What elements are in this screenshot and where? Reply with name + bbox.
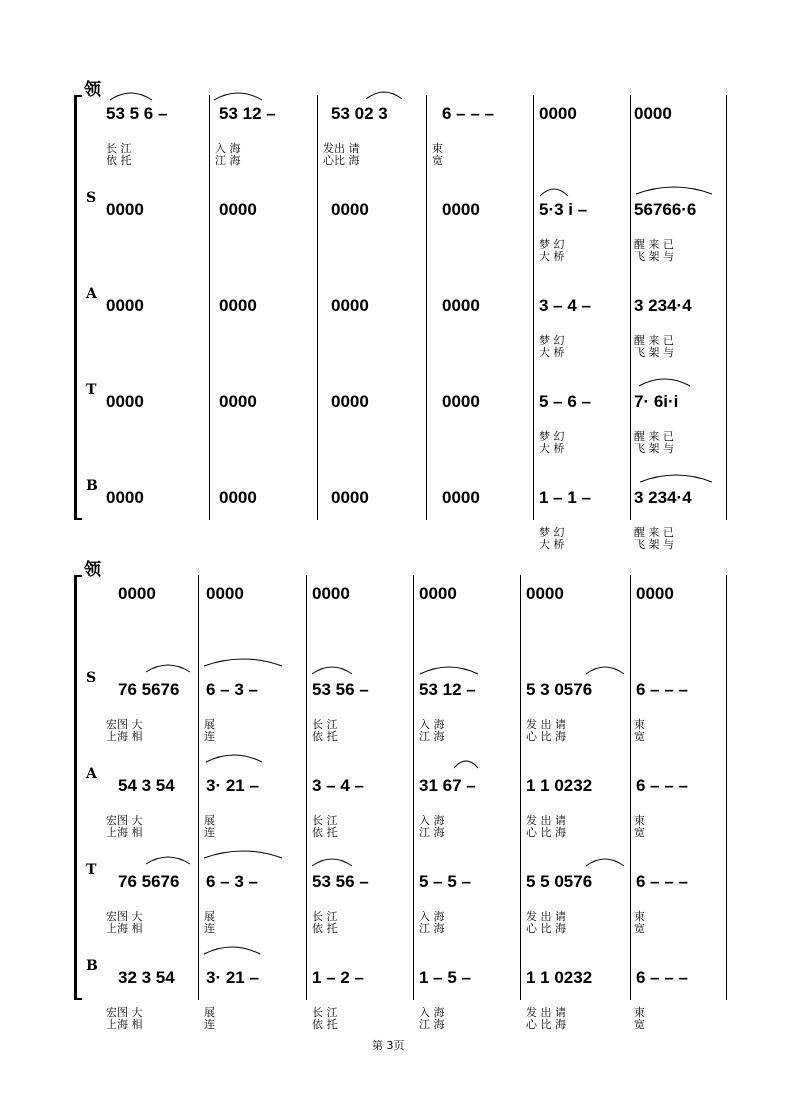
lyric-verse-2: 心 比 海 [526,730,566,743]
lyric-verse-2: 依 托 [312,730,338,743]
lyric-verse-2: 江 海 [419,1018,445,1031]
measure-notes: 0000 [331,200,369,219]
measure-notes: 7· 6i·i [634,392,679,411]
lyric-verse-2: 大 桥 [539,442,565,455]
lyric-verse-2: 江 海 [215,154,241,167]
lyric-verse-2: 上海 相 [106,730,143,743]
slur-mark [639,379,690,386]
measure-notes: 3 234·4 [634,296,692,315]
lyric-verse-1: 宏图 大 [106,718,143,731]
measure-notes: 3 – 4 – [539,296,591,315]
lyric-verse-1: 入 海 [419,718,445,731]
slur-mark [204,851,282,858]
measure-notes: 3 234·4 [634,488,692,507]
measure-notes: 0000 [106,200,144,219]
part-label-b: B [86,958,98,974]
lyric-verse-2: 飞 架 与 [634,538,674,551]
lyric-verse-2: 上海 相 [106,1018,143,1031]
lyric-verse-2: 上海 相 [106,826,143,839]
lyric-verse-1: 入 海 [419,814,445,827]
slur-mark [146,665,190,672]
lyric-verse-1: 宏图 大 [106,814,143,827]
lyric-verse-2: 依 托 [106,154,132,167]
lyric-verse-1: 发 出 请 [526,1006,566,1019]
measure-notes: 0000 [539,104,577,123]
measure-notes: 5·3 i – [539,200,588,219]
part-label-t: T [86,382,97,398]
lyric-verse-2: 飞 架 与 [634,442,674,455]
measure-notes: 0000 [634,104,672,123]
measure-notes: 6 – – – [636,968,688,987]
lyric-verse-1: 束 [634,814,645,827]
part-label-lead: 领 [84,560,101,580]
lyric-verse-1: 束 [432,142,443,155]
measure-notes: 32 3 54 [118,968,175,987]
lyric-verse-1: 长 江 [312,814,338,827]
slur-mark [204,947,260,954]
measure-notes: 53 5 6 – [106,104,168,123]
lyric-verse-1: 梦 幻 [539,430,565,443]
lyric-verse-1: 宏图 大 [106,1006,143,1019]
slur-mark [366,92,402,99]
measure-notes: 0000 [442,296,480,315]
measure-notes: 0000 [312,584,350,603]
lyric-verse-1: 入 海 [419,1006,445,1019]
measure-notes: 0000 [442,488,480,507]
lyric-verse-1: 醒 来 已 [634,526,674,539]
lyric-verse-1: 入 海 [419,910,445,923]
measure-notes: 53 12 – [219,104,276,123]
measure-notes: 5 5 0576 [526,872,593,891]
lyric-verse-2: 宽 [634,826,645,839]
lyric-verse-2: 连 [204,730,215,743]
lyric-verse-1: 长 江 [312,718,338,731]
lyric-verse-2: 心 比 海 [526,826,566,839]
lyric-verse-2: 依 托 [312,826,338,839]
lyric-verse-1: 梦 幻 [539,334,565,347]
measure-notes: 76 5676 [118,872,180,891]
measure-notes: 1 – 1 – [539,488,591,507]
lyric-verse-1: 展 [204,814,215,827]
measure-notes: 31 67 – [419,776,476,795]
measure-notes: 0000 [219,392,257,411]
lyric-verse-1: 长 江 [106,142,132,155]
measure-notes: 0000 [118,584,156,603]
lyric-verse-2: 江 海 [419,730,445,743]
lyric-verse-1: 醒 来 已 [634,334,674,347]
part-label-a: A [86,286,97,302]
lyric-verse-1: 束 [634,1006,645,1019]
measure-notes: 6 – 3 – [206,680,258,699]
part-label-a: A [86,766,97,782]
measure-notes: 3· 21 – [206,776,259,795]
measure-notes: 56766·6 [634,200,697,219]
slur-mark [586,859,624,866]
lyric-verse-1: 束 [634,718,645,731]
measure-notes: 1 1 0232 [526,776,593,795]
slur-mark [540,189,568,196]
slur-mark [312,859,352,866]
slur-mark [586,667,624,674]
lyric-verse-1: 长 江 [312,1006,338,1019]
measure-notes: 5 3 0576 [526,680,593,699]
measure-notes: 0000 [526,584,564,603]
slur-mark [312,667,352,674]
measure-notes: 6 – 3 – [206,872,258,891]
measure-notes: 6 – – – [442,104,494,123]
part-label-s: S [86,670,97,686]
lyric-verse-1: 长 江 [312,910,338,923]
measure-notes: 6 – – – [636,680,688,699]
measure-notes: 76 5676 [118,680,180,699]
lyric-verse-2: 大 桥 [539,538,565,551]
slur-mark [640,475,712,482]
lyric-verse-2: 宽 [634,922,645,935]
measure-notes: 0000 [106,296,144,315]
lyric-verse-2: 大 桥 [539,250,565,263]
measure-notes: 53 56 – [312,680,369,699]
lyric-verse-1: 发 出 请 [526,910,566,923]
part-label-t: T [86,862,97,878]
slur-mark [454,761,478,768]
lyric-verse-2: 连 [204,826,215,839]
measure-notes: 0000 [331,392,369,411]
lyric-verse-2: 宽 [432,154,443,167]
lyric-verse-1: 梦 幻 [539,238,565,251]
lyric-verse-2: 宽 [634,1018,645,1031]
lyric-verse-1: 梦 幻 [539,526,565,539]
measure-notes: 53 12 – [419,680,476,699]
measure-notes: 1 – 5 – [419,968,471,987]
measure-notes: 1 – 2 – [312,968,364,987]
lyric-verse-2: 宽 [634,730,645,743]
measure-notes: 5 – 5 – [419,872,471,891]
measure-notes: 54 3 54 [118,776,175,795]
lyric-verse-2: 上海 相 [106,922,143,935]
lyric-verse-1: 发 出 请 [526,814,566,827]
slur-mark [636,187,712,194]
measure-notes: 0000 [219,296,257,315]
lyric-verse-2: 连 [204,922,215,935]
measure-notes: 53 56 – [312,872,369,891]
slur-mark [110,93,152,100]
measure-notes: 5 – 6 – [539,392,591,411]
measure-notes: 0000 [206,584,244,603]
measure-notes: 1 1 0232 [526,968,593,987]
page-number: 第 3页 [372,1039,405,1052]
measure-notes: 6 – – – [636,872,688,891]
measure-notes: 0000 [331,488,369,507]
measure-notes: 53 02 3 [331,104,388,123]
measure-notes: 3· 21 – [206,968,259,987]
lyric-verse-1: 发 出 请 [526,718,566,731]
measure-notes: 6 – – – [636,776,688,795]
lyric-verse-2: 心 比 海 [526,1018,566,1031]
lyric-verse-2: 心比 海 [323,154,360,167]
lyric-verse-1: 发出 请 [323,142,360,155]
part-label-s: S [86,190,97,206]
part-label-b: B [86,478,98,494]
slur-mark [204,659,282,666]
lyric-verse-1: 入 海 [215,142,241,155]
lyric-verse-1: 展 [204,1006,215,1019]
slur-mark [214,93,262,100]
slur-mark [420,667,478,674]
measure-notes: 0000 [419,584,457,603]
lyric-verse-2: 依 托 [312,922,338,935]
part-label-lead: 领 [84,80,101,100]
lyric-verse-2: 江 海 [419,922,445,935]
lyric-verse-2: 依 托 [312,1018,338,1031]
lyric-verse-1: 宏图 大 [106,910,143,923]
measure-notes: 0000 [442,392,480,411]
measure-notes: 0000 [219,488,257,507]
lyric-verse-2: 连 [204,1018,215,1031]
measure-notes: 0000 [442,200,480,219]
lyric-verse-1: 醒 来 已 [634,238,674,251]
lyric-verse-2: 飞 架 与 [634,346,674,359]
lyric-verse-2: 江 海 [419,826,445,839]
measure-notes: 3 – 4 – [312,776,364,795]
lyric-verse-2: 大 桥 [539,346,565,359]
lyric-verse-1: 醒 来 已 [634,430,674,443]
lyric-verse-1: 束 [634,910,645,923]
lyric-verse-2: 心 比 海 [526,922,566,935]
lyric-verse-2: 飞 架 与 [634,250,674,263]
lyric-verse-1: 展 [204,718,215,731]
measure-notes: 0000 [106,488,144,507]
slur-mark [206,755,262,762]
lyric-verse-1: 展 [204,910,215,923]
slur-mark [146,857,190,864]
measure-notes: 0000 [219,200,257,219]
measure-notes: 0000 [331,296,369,315]
measure-notes: 0000 [106,392,144,411]
measure-notes: 0000 [636,584,674,603]
